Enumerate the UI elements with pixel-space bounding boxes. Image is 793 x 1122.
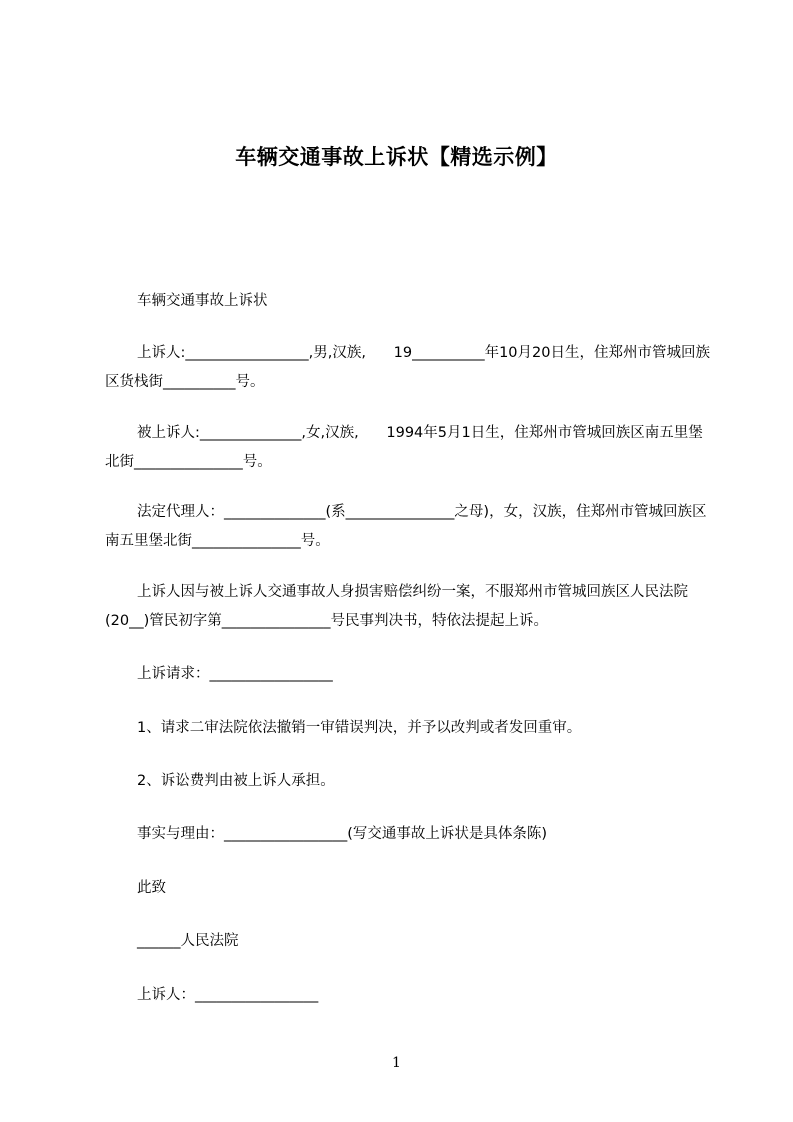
appeal-reason: 上诉人因与被上诉人交通事故人身损害赔偿纠纷一案，不服郑州市管城回族区人民法院(20__)管民初字第_______________号民事判决书，特依法提起上诉。: [105, 584, 688, 629]
legal-agent-info: 法定代理人：______________(系_______________之母)，女，汉族，住郑州市管城回族区南五里堡北街_______________号。: [105, 504, 707, 549]
page-number: 1: [392, 1055, 401, 1071]
court-name: ______人民法院: [137, 933, 239, 949]
appellee-info: 被上诉人:______________,女,汉族, 1994年5月1日生，住郑州市管城回族区南五里堡北街_______________号。: [105, 425, 703, 470]
salutation: 此致: [137, 880, 166, 896]
claims-label: 上诉请求：_________________: [137, 666, 333, 682]
claim-item-2: 2、诉讼费判由被上诉人承担。: [137, 773, 335, 789]
facts-and-reasons: 事实与理由：_________________(写交通事故上诉状是具体条陈): [137, 826, 548, 842]
appellant-info: 上诉人:_________________,男,汉族, 19__________年10月20日生，住郑州市管城回族区货栈街__________号。: [105, 345, 710, 390]
claim-item-1: 1、请求二审法院依法撤销一审错误判决，并予以改判或者发回重审。: [137, 720, 582, 736]
appellant-signature: 上诉人：_________________: [137, 987, 319, 1003]
document-heading: 车辆交通事故上诉状: [137, 293, 268, 309]
document-title: 车辆交通事故上诉状【精选示例】: [235, 145, 558, 169]
